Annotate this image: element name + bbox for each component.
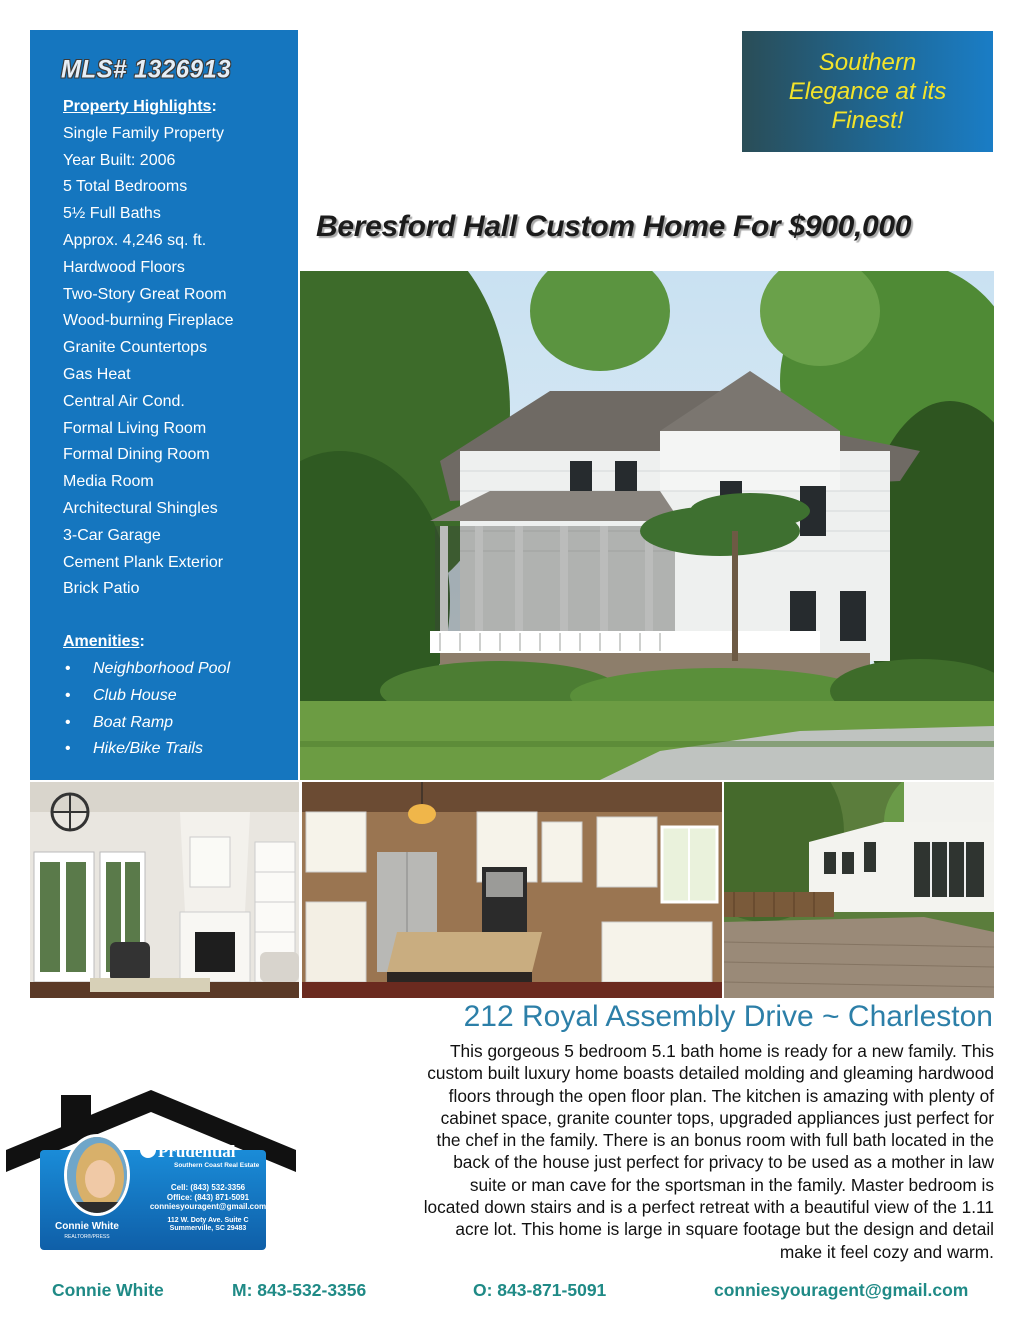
description-line: cabinet space, granite counter tops, upgraded appliances just perfect for: [440, 1107, 994, 1128]
tagline-line: Elegance at its: [788, 78, 947, 105]
highlight-item: Two-Story Great Room: [63, 285, 227, 303]
mls-number: MLS# 1326913: [61, 55, 232, 84]
highlights-heading: [63, 94, 298, 121]
description-line: acre lot. This home is large in square footage but the design and detail: [455, 1219, 994, 1240]
highlights-heading-label: Property Highlights: [63, 98, 212, 115]
highlights-heading-colon: :: [211, 98, 217, 115]
amenity-label: Boat Ramp: [93, 713, 174, 731]
amenities-heading-label: Amenities: [63, 633, 140, 651]
card-address: [149, 1217, 267, 1233]
listing-headline: Beresford Hall Custom Home For $900,000: [316, 210, 912, 243]
highlight-item: Wood-burning Fireplace: [63, 312, 234, 330]
card-brand-sub: Southern Coast Real Estate: [174, 1162, 260, 1169]
description-line: suite or man cave for the sportsman in the family. Master bedroom is: [469, 1174, 994, 1195]
highlight-item: Year Built: 2006: [63, 151, 176, 169]
highlight-item: Brick Patio: [63, 580, 140, 598]
description-line: This gorgeous 5 bedroom 5.1 bath home is ready for a new family. This: [450, 1041, 994, 1061]
highlights-list: [63, 121, 298, 603]
card-agent-name: Connie White: [55, 1221, 119, 1232]
highlight-item: Gas Heat: [63, 365, 131, 383]
card-office: Office: (843) 871-5091: [166, 1192, 250, 1202]
description-line: back of the house just perfect for privacy to be used as a mother in law: [453, 1152, 994, 1173]
card-email: conniesyouragent@gmail.com: [149, 1202, 267, 1211]
highlight-item: Media Room: [63, 473, 154, 491]
description-line: floors through the open floor plan. The kitchen is amazing with plenty of: [448, 1085, 994, 1106]
amenity-item: [63, 683, 298, 710]
contact-footer: [0, 1280, 1024, 1300]
highlight-item: 3-Car Garage: [63, 526, 161, 544]
amenities-heading: [63, 629, 298, 656]
highlight-item: Central Air Cond.: [63, 392, 185, 410]
highlight-item: 5½ Full Baths: [63, 205, 161, 223]
highlight-item: Formal Living Room: [63, 419, 207, 437]
prudential-rock-icon: [140, 1142, 156, 1158]
property-address: 212 Royal Assembly Drive ~ Charleston: [463, 1000, 993, 1033]
agent-business-card: [6, 1090, 296, 1250]
amenity-item: [63, 656, 298, 683]
footer-mobile: M: 843-532-3356: [232, 1280, 367, 1300]
footer-office: O: 843-871-5091: [473, 1280, 607, 1300]
house-exterior-photo: [300, 271, 994, 780]
bullet-icon: •: [65, 740, 71, 758]
description-line: located down stairs and is a perfect retreat with a beautiful view of the 1.11: [423, 1197, 994, 1218]
description-line: the chef in the family. There is an bonus room with full bath located in the: [436, 1130, 994, 1151]
card-contact: [149, 1183, 267, 1212]
property-sidebar: [30, 30, 298, 780]
tagline-line: Finest!: [831, 107, 904, 134]
description-line: custom built luxury home boasts detailed molding and gleaming hardwood: [427, 1063, 994, 1084]
amenity-item: [63, 710, 298, 737]
amenity-label: Neighborhood Pool: [93, 659, 230, 677]
agent-avatar: [64, 1134, 130, 1216]
highlight-item: Granite Countertops: [63, 339, 208, 357]
property-description: [300, 1040, 994, 1263]
tagline-line: Southern: [818, 49, 917, 76]
bullet-icon: •: [65, 659, 71, 677]
card-address-line: 112 W. Doty Ave. Suite C: [167, 1217, 249, 1224]
amenity-item: [63, 736, 298, 763]
highlight-item: Hardwood Floors: [63, 258, 185, 276]
amenity-label: Club House: [93, 686, 177, 704]
bullet-icon: •: [65, 713, 71, 731]
highlight-item: Single Family Property: [63, 124, 224, 142]
highlight-item: Architectural Shingles: [63, 499, 218, 517]
amenities-list: [63, 656, 298, 763]
rear-patio-photo: [724, 782, 994, 998]
card-address-line: Summerville, SC 29483: [169, 1225, 247, 1232]
great-room-photo: [30, 782, 299, 998]
card-brand: Prudential: [158, 1142, 236, 1161]
kitchen-photo: [302, 782, 722, 998]
card-agent-role: REALTOR®/PRESS: [64, 1234, 110, 1240]
description-line: make it feel cozy and warm.: [779, 1241, 994, 1262]
amenities-heading-colon: :: [139, 633, 145, 651]
footer-email: conniesyouragent@gmail.com: [714, 1280, 969, 1300]
bullet-icon: •: [65, 686, 71, 704]
highlight-item: Cement Plank Exterior: [63, 553, 224, 571]
highlight-item: Approx. 4,246 sq. ft.: [63, 231, 207, 249]
card-cell: Cell: (843) 532-3356: [170, 1183, 246, 1192]
footer-agent-name: Connie White: [52, 1280, 164, 1300]
highlight-item: Formal Dining Room: [63, 446, 210, 464]
tagline-box: [742, 31, 993, 152]
highlight-item: 5 Total Bedrooms: [63, 178, 188, 196]
amenity-label: Hike/Bike Trails: [93, 740, 203, 758]
